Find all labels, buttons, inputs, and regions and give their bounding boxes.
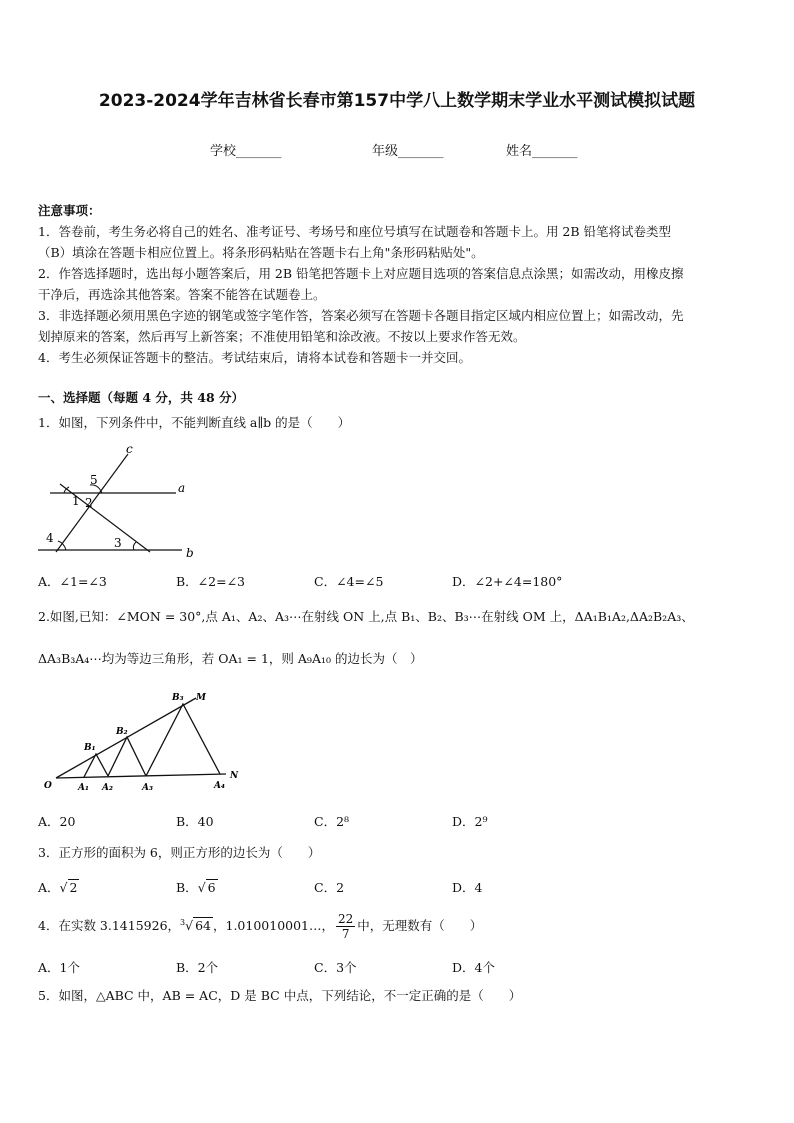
ray-ON bbox=[56, 774, 226, 778]
question-3-stem: 3．正方形的面积为 6，则正方形的边长为（ ） bbox=[38, 845, 321, 860]
label-O: O bbox=[44, 781, 52, 791]
option-d[interactable]: D．4个 bbox=[452, 960, 495, 975]
option-c[interactable]: C．2⁸ bbox=[314, 814, 350, 829]
notice-block bbox=[38, 200, 762, 368]
sqrt-2: √ 2 bbox=[59, 880, 78, 895]
option-a[interactable]: A．20 bbox=[38, 814, 76, 829]
option-c[interactable]: C．2 bbox=[314, 880, 345, 895]
label-B2: B₂ bbox=[116, 727, 128, 737]
triangle-3 bbox=[146, 704, 220, 776]
option-d[interactable]: D．4 bbox=[452, 880, 483, 895]
cube-root-64: $^3$√ 64 bbox=[180, 918, 211, 934]
label-A2: A₂ bbox=[102, 783, 113, 793]
label-A1: A₁ bbox=[78, 783, 89, 793]
option-b[interactable]: B．∠2=∠3 bbox=[176, 574, 246, 589]
grade-field[interactable]: 年级_______ bbox=[372, 144, 444, 159]
notice-line: 4．考生必须保证答题卡的整洁。考试结束后，请将本试卷和答题卡一并交回。 bbox=[38, 350, 471, 365]
notice-line: 3．非选择题必须用黑色字迹的钢笔或签字笔作答，答案必须写在答题卡各题目指定区域内相应位置上；如需改动，先 bbox=[38, 308, 684, 323]
label-2: 2 bbox=[85, 496, 93, 510]
question-2-stem-line-1: 2.如图,已知：∠MON = 30°,点 A₁、A₂、A₃⋯在射线 ON 上,点 B₁、B₂、B₃⋯在射线 OM 上，ΔA₁B₁A₂,ΔA₂B₂A₃、 bbox=[38, 609, 694, 624]
label-4: 4 bbox=[46, 531, 54, 545]
option-b-label: B． bbox=[176, 880, 198, 895]
option-b[interactable] bbox=[176, 878, 218, 896]
notice-line: （B）填涂在答题卡相应位置上。将条形码粘贴在答题卡右上角"条形码粘贴处"。 bbox=[38, 245, 484, 260]
question-1-stem: 1．如图，下列条件中，不能判断直线 a∥b 的是（ ） bbox=[38, 415, 351, 430]
option-b[interactable]: B．40 bbox=[176, 814, 214, 829]
notice-line: 2．作答选择题时，选出每小题答案后，用 2B 铅笔把答题卡上对应题目选项的答案信息点涂黑；如需改动，用橡皮擦 bbox=[38, 266, 684, 281]
name-field[interactable]: 姓名_______ bbox=[506, 144, 578, 159]
sqrt-6: √ 6 bbox=[197, 880, 216, 895]
label-N: N bbox=[230, 771, 239, 781]
question-2-stem-line-2: ΔA₃B₃A₄⋯均为等边三角形，若 OA₁ = 1，则 A₉A₁₀ 的边长为（ ） bbox=[38, 651, 423, 666]
option-a[interactable]: A．1个 bbox=[38, 960, 80, 975]
notice-line: 划掉原来的答案，然后再写上新答案；不准使用铅笔和涂改液。不按以上要求作答无效。 bbox=[38, 329, 526, 344]
notice-line: 干净后，再选涂其他答案。答案不能答在试题卷上。 bbox=[38, 287, 326, 302]
question-4-text-b: ，1.010010001…， bbox=[213, 918, 335, 934]
option-c[interactable]: C．∠4=∠5 bbox=[314, 574, 384, 589]
section-heading: 一、选择题（每题 4 分，共 48 分） bbox=[38, 390, 245, 405]
fraction-22-7: $\frac{22}{7}$ bbox=[338, 912, 354, 942]
label-M: M bbox=[196, 693, 206, 703]
question-4-text-a: 4．在实数 3.1415926， bbox=[38, 918, 181, 934]
option-a[interactable]: A．∠1=∠3 bbox=[38, 574, 107, 589]
label-B1: B₁ bbox=[84, 743, 96, 753]
option-d[interactable]: D．∠2+∠4=180° bbox=[452, 574, 563, 589]
option-a-label: A． bbox=[38, 880, 60, 895]
notice-heading: 注意事项： bbox=[38, 203, 101, 218]
option-d[interactable]: D．2⁹ bbox=[452, 814, 488, 829]
label-a: a bbox=[178, 481, 186, 495]
label-1: 1 bbox=[72, 494, 80, 508]
triangle-1 bbox=[84, 754, 108, 777]
label-b: b bbox=[186, 546, 194, 560]
label-c: c bbox=[126, 442, 133, 456]
angle-3-arc bbox=[133, 542, 136, 550]
option-c[interactable]: C．3个 bbox=[314, 960, 357, 975]
option-a[interactable] bbox=[38, 878, 79, 896]
page-title: 2023-2024学年吉林省长春市第157中学八上数学期末学业水平测试模拟试题 bbox=[98, 91, 696, 111]
school-field[interactable]: 学校_______ bbox=[210, 144, 282, 159]
label-B3: B₃ bbox=[172, 693, 184, 703]
question-1-figure bbox=[36, 440, 206, 565]
label-A3: A₃ bbox=[142, 783, 153, 793]
label-5: 5 bbox=[90, 473, 98, 487]
label-3: 3 bbox=[114, 536, 122, 550]
label-A4: A₄ bbox=[214, 781, 225, 791]
question-4-text-c: 中，无理数有（ ） bbox=[357, 918, 483, 934]
question-4-stem bbox=[38, 912, 762, 941]
notice-line: 1．答卷前，考生务必将自己的姓名、准考证号、考场号和座位号填写在试题卷和答题卡上。用 2B 铅笔将试卷类型 bbox=[38, 224, 672, 239]
question-5-stem: 5．如图，△ABC 中，AB = AC，D 是 BC 中点，下列结论，不一定正确的是（ ） bbox=[38, 988, 522, 1003]
option-b[interactable]: B．2个 bbox=[176, 960, 219, 975]
triangle-2 bbox=[108, 737, 146, 776]
question-2-figure bbox=[40, 686, 250, 796]
